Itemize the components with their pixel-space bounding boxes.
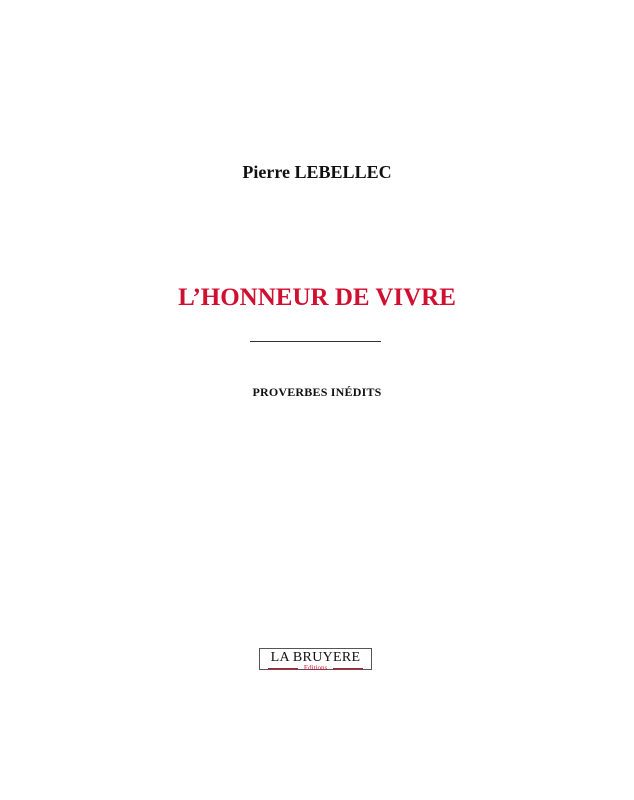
publisher-sub-label: Editions	[303, 664, 328, 672]
author-name: Pierre LEBELLEC	[242, 162, 392, 182]
title-divider	[250, 341, 381, 342]
publisher-logo	[259, 648, 372, 670]
book-subtitle: PROVERBES INÉDITS	[252, 385, 382, 399]
book-title: L’HONNEUR DE VIVRE	[178, 284, 456, 311]
publisher-name: LA BRUYERE	[270, 650, 361, 665]
publisher-logo-right-line	[333, 668, 363, 669]
